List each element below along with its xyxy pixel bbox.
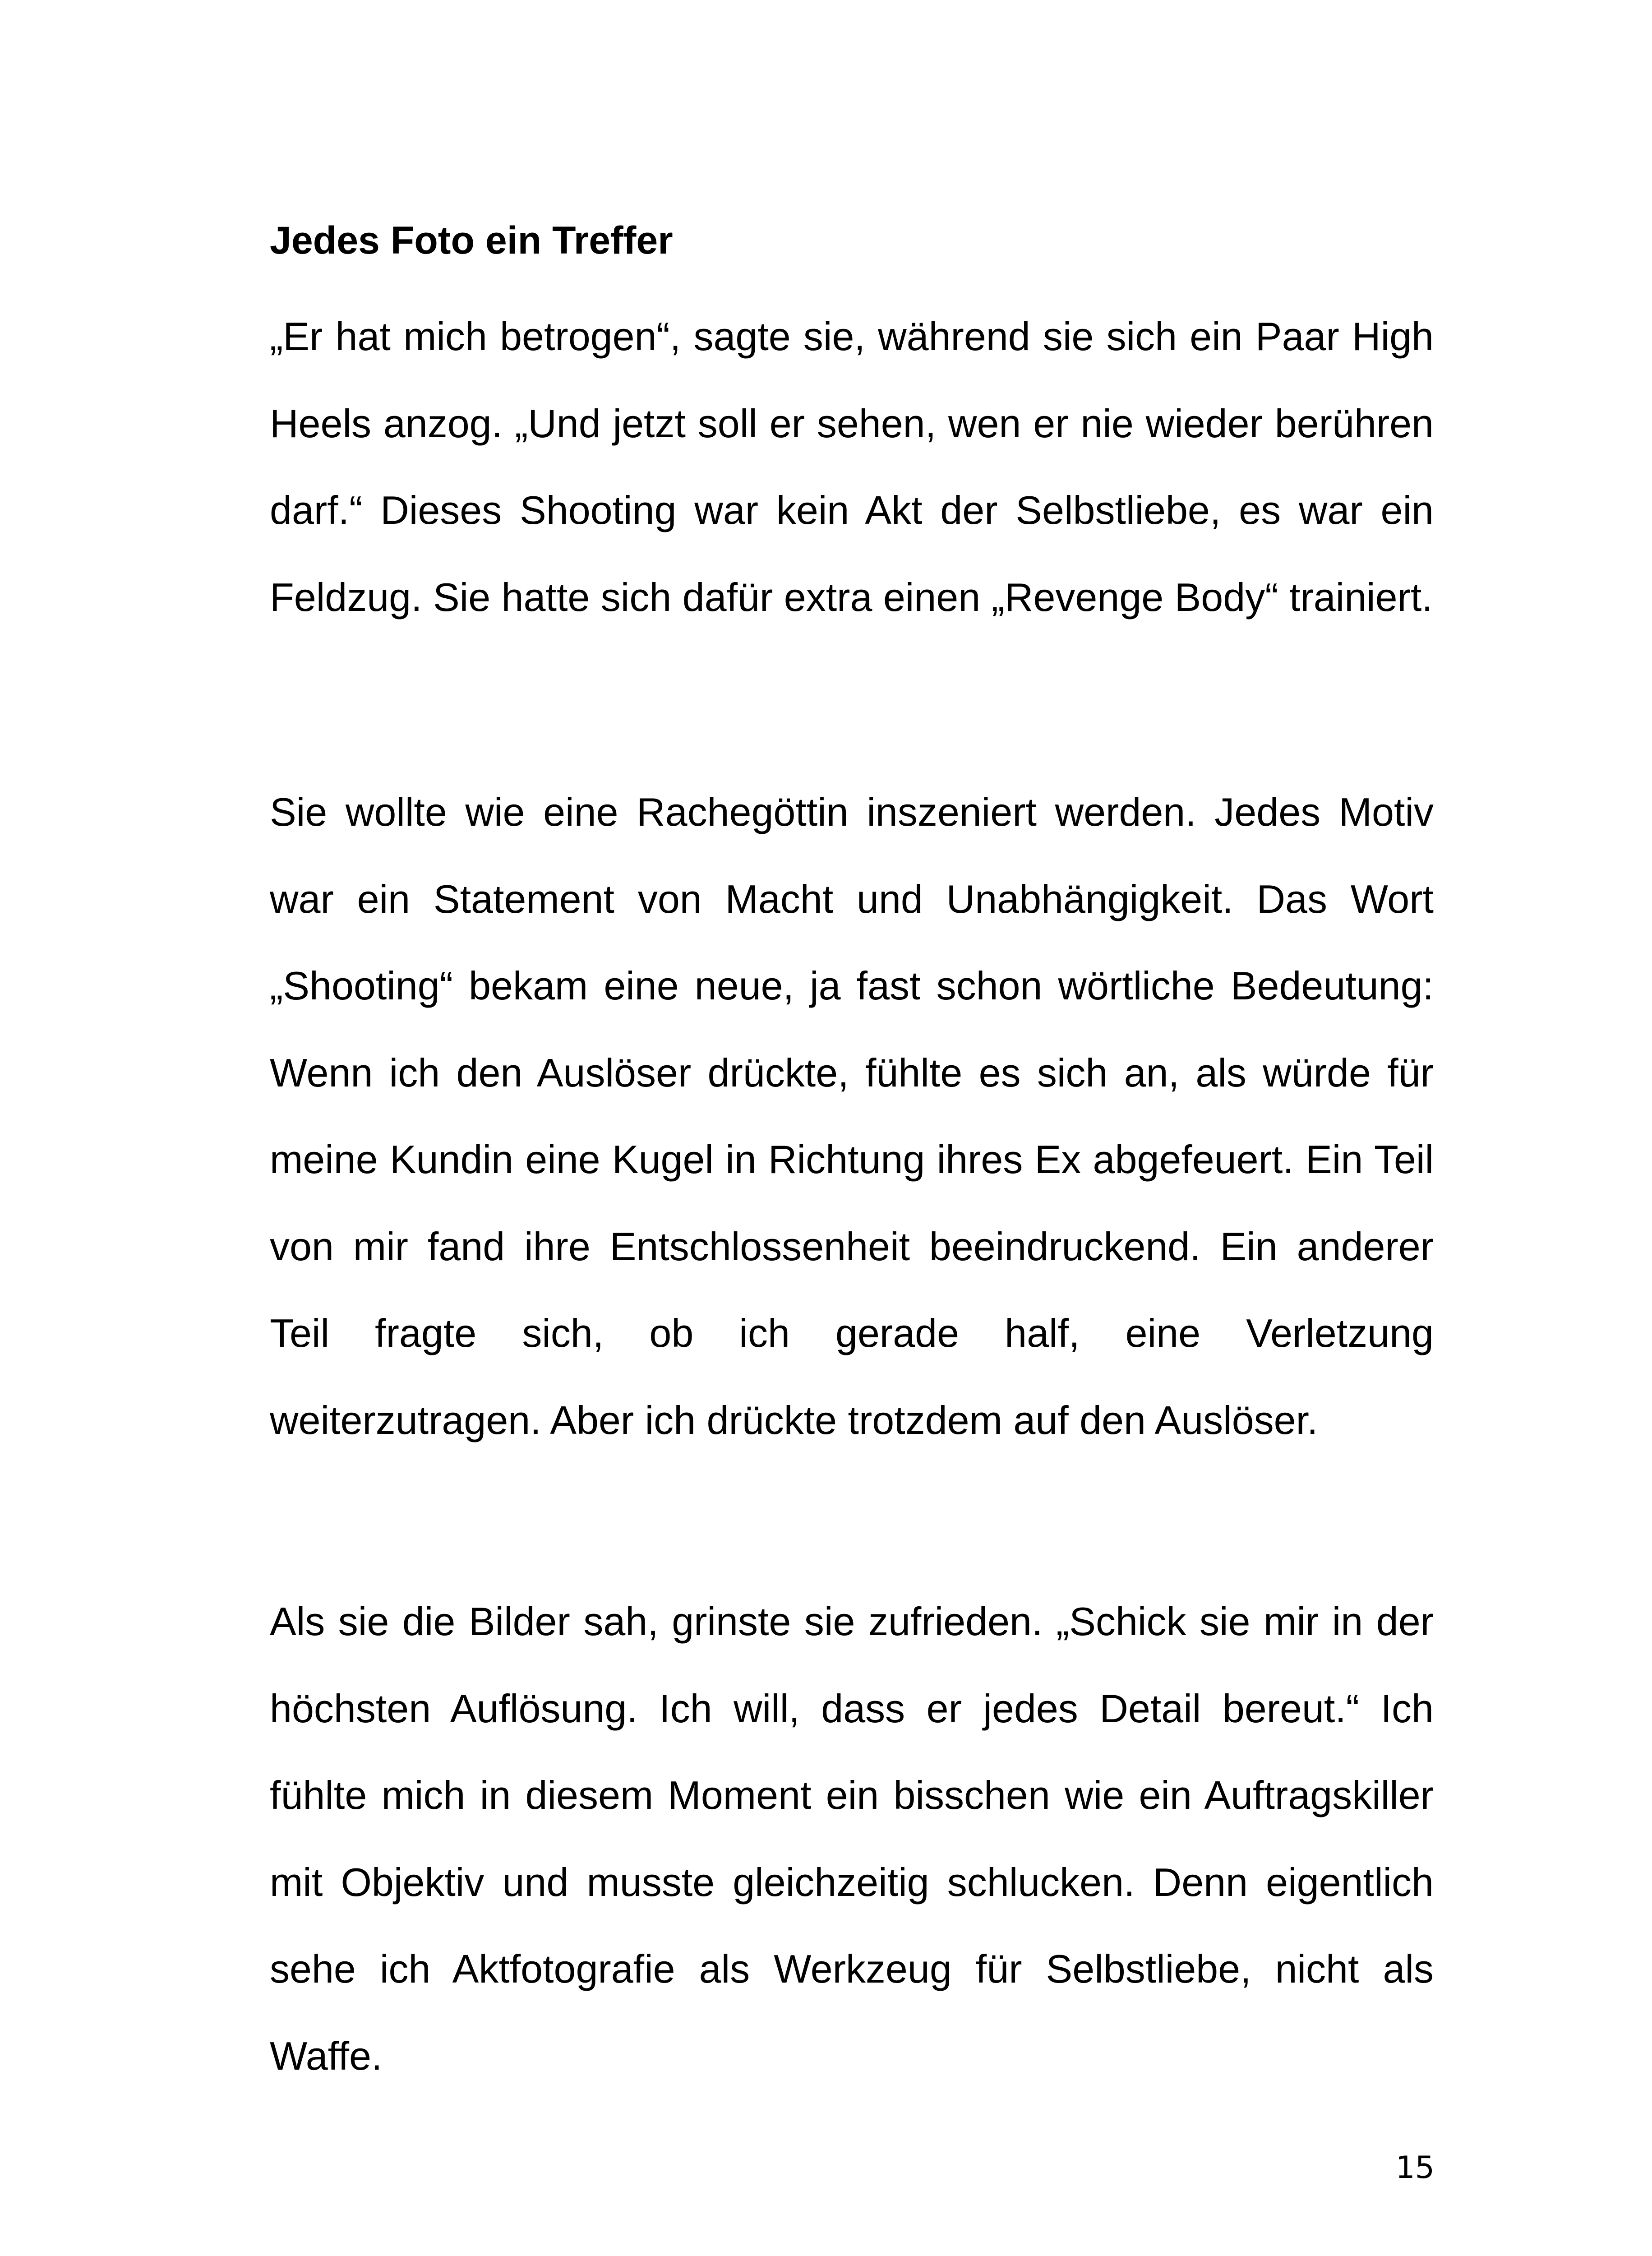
paragraph-2: Sie wollte wie eine Rachegöttin inszeniert werden. Jedes Motiv war ein Statement von Macht und Unabhängigkeit. Das Wort „Shooting“ bekam eine neue, ja fast schon wörtliche Bedeutung: Wenn ich den Auslöser drückte, fühlte es sich an, als würde für meine Kundin eine Kugel in Richtung ihres Ex abgefeuert. Ein Teil von mir fand ihre Entschlossenheit beeindruckend. Ein anderer Teil fragte sich, ob ich gerade half, eine Verletzung weiterzutragen. Aber ich drückte trotzdem auf den Auslöser. (270, 790, 1434, 1442)
paragraph-3: Als sie die Bilder sah, grinste sie zufrieden. „Schick sie mir in der höchsten Auflösung. Ich will, dass er jedes Detail bereut.“ Ich fühlte mich in diesem Moment ein bisschen wie ein Auftragskiller mit Objektiv und musste gleichzeitig schlucken. Denn eigentlich sehe ich Aktfotografie als Werkzeug für Selbstliebe, nicht als Waffe. (270, 1599, 1434, 2078)
page-number: 15 (1395, 2150, 1435, 2186)
paragraph-1: „Er hat mich betrogen“, sagte sie, während sie sich ein Paar High Heels anzog. „Und jetzt soll er sehen, wen er nie wieder berühren darf.“ Dieses Shooting war kein Akt der Selbstliebe, es war ein Feldzug. Sie hatte sich dafür extra einen „Revenge Body“ trainiert. (270, 314, 1434, 619)
section-heading: Jedes Foto ein Treffer (270, 219, 673, 262)
